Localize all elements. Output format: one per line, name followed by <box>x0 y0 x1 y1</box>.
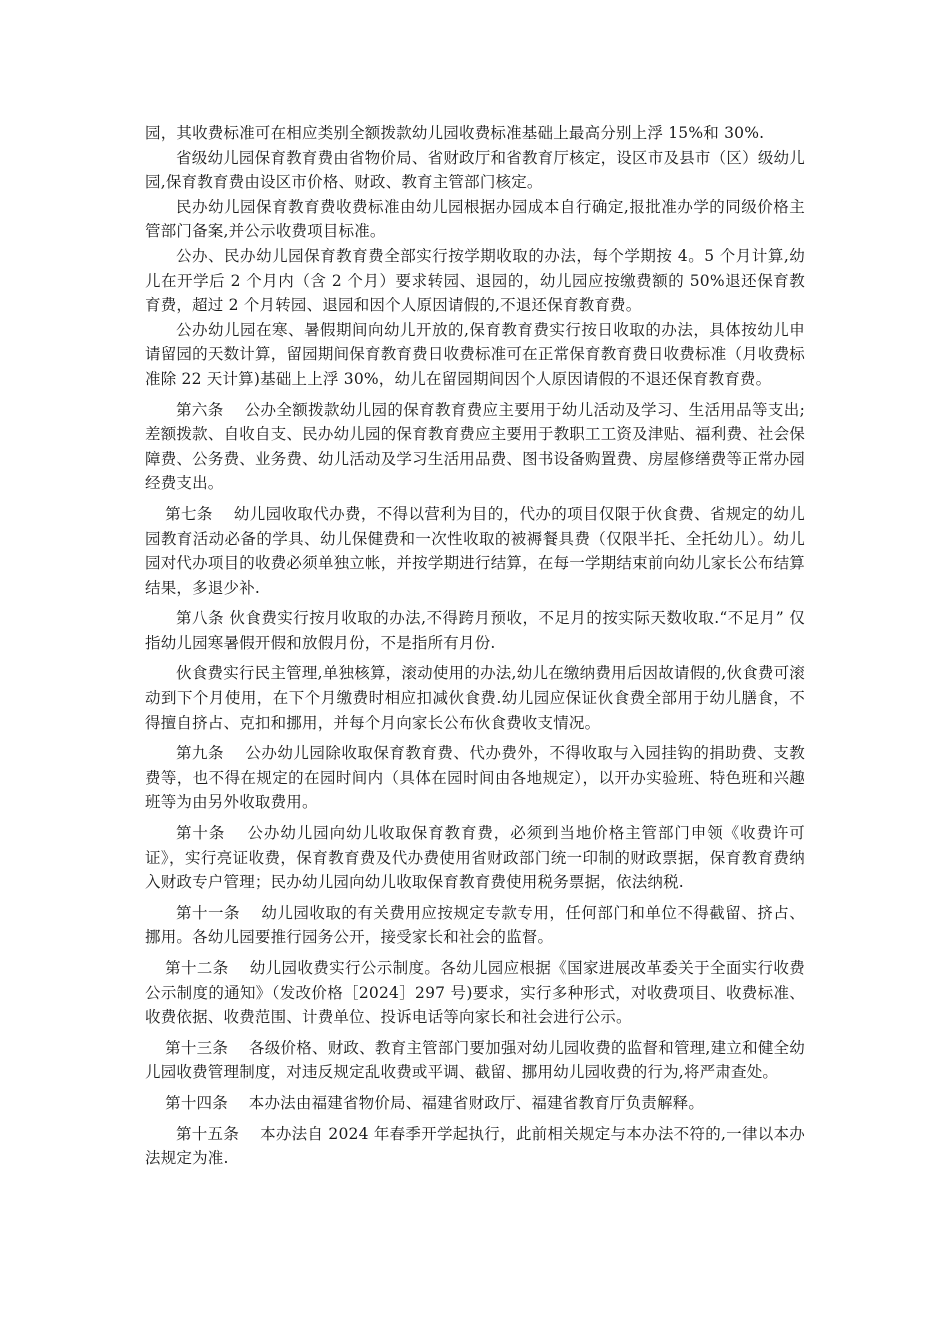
paragraph: 园，其收费标准可在相应类别全额拨款幼儿园收费标准基础上最高分别上浮 15%和 30%. <box>145 124 765 142</box>
article-7: 第七条 幼儿园收取代办费，不得以营利为目的，代办的项目仅限于伙食费、省规定的幼儿园教育活动必备的学具、幼儿保健费和一次性收取的被褥餐具费（仅限半托、全托幼儿）。幼儿园对代办项目的收费必须单独立帐，并按学期进行结算，在每一学期结束前向幼儿家长公布结算结果，多退少补. <box>145 504 805 597</box>
paragraph: 伙食费实行民主管理,单独核算，滚动使用的办法,幼儿在缴纳费用后因故请假的,伙食费可滚动到下个月使用，在下个月缴费时相应扣减伙食费.幼儿园应保证伙食费全部用于幼儿膳食，不得擅自挤占、克扣和挪用，并每个月向家长公布伙食费收支情况。 <box>145 664 805 732</box>
article-11: 第十一条 幼儿园收取的有关费用应按规定专款专用，任何部门和单位不得截留、挤占、挪用。各幼儿园要推行园务公开，接受家长和社会的监督。 <box>145 903 805 947</box>
article-13: 第十三条 各级价格、财政、教育主管部门要加强对幼儿园收费的监督和管理,建立和健全幼儿园收费管理制度，对违反规定乱收费或平调、截留、挪用幼儿园收费的行为,将严肃查处。 <box>145 1038 805 1082</box>
article-15: 第十五条 本办法自 2024 年春季开学起执行，此前相关规定与本办法不符的,一律以本办法规定为准. <box>145 1124 805 1168</box>
article-14: 第十四条 本办法由福建省物价局、福建省财政厅、福建省教育厅负责解释。 <box>165 1093 705 1112</box>
article-6: 第六条 公办全额拨款幼儿园的保育教育费应主要用于幼儿活动及学习、生活用品等支出;差额拨款、自收自支、民办幼儿园的保育教育费应主要用于教职工工资及津贴、福利费、社会保障费、公务费、业务费、幼儿活动及学习生活用品费、图书设备购置费、房屋修缮费等正常办园经费支出。 <box>145 400 805 493</box>
paragraph: 公办幼儿园在寒、暑假期间向幼儿开放的,保育教育费实行按日收取的办法，具体按幼儿申请留园的天数计算，留园期间保育教育费日收费标准可在正常保育教育费日收费标准（月收费标准除 22 天计算)基础上上浮 30%，幼儿在留园期间因个人原因请假的不退还保育教育费。 <box>145 320 805 388</box>
paragraph: 公办、民办幼儿园保育教育费全部实行按学期收取的办法，每个学期按 4。5 个月计算,幼儿在开学后 2 个月内（含 2 个月）要求转园、退园的，幼儿园应按缴费额的 50%退还保育教育费，超过 2 个月转园、退园和因个人原因请假的,不退还保育教育费。 <box>145 246 805 315</box>
article-9: 第九条 公办幼儿园除收取保育教育费、代办费外，不得收取与入园挂钩的捐助费、支教费等，也不得在规定的在园时间内（具体在园时间由各地规定），以开办实验班、特色班和兴趣班等为由另外收取费用。 <box>145 744 805 812</box>
article-12: 第十二条 幼儿园收费实行公示制度。各幼儿园应根据《国家进展改革委关于全面实行收费公示制度的通知》（发改价格［2024］297 号)要求，实行多种形式，对收费项目、收费标准、收费依据、收费范围、计费单位、投诉电话等向家长和社会进行公示。 <box>145 959 805 1027</box>
document-body <box>145 121 805 1171</box>
paragraph: 省级幼儿园保育教育费由省物价局、省财政厅和省教育厅核定，设区市及县市（区）级幼儿园,保育教育费由设区市价格、财政、教育主管部门核定。 <box>145 148 805 192</box>
paragraph: 民办幼儿园保育教育费收费标准由幼儿园根据办园成本自行确定,报批准办学的同级价格主管部门备案,并公示收费项目标准。 <box>145 197 805 241</box>
article-10: 第十条 公办幼儿园向幼儿收取保育教育费，必须到当地价格主管部门申领《收费许可证》，实行亮证收费，保育教育费及代办费使用省财政部门统一印制的财政票据，保育教育费纳入财政专户管理；民办幼儿园向幼儿收取保育教育费使用税务票据，依法纳税. <box>145 824 805 892</box>
article-8: 第八条 伙食费实行按月收取的办法,不得跨月预收，不足月的按实际天数收取.“不足月” 仅指幼儿园寒暑假开假和放假月份，不是指所有月份. <box>145 609 805 652</box>
